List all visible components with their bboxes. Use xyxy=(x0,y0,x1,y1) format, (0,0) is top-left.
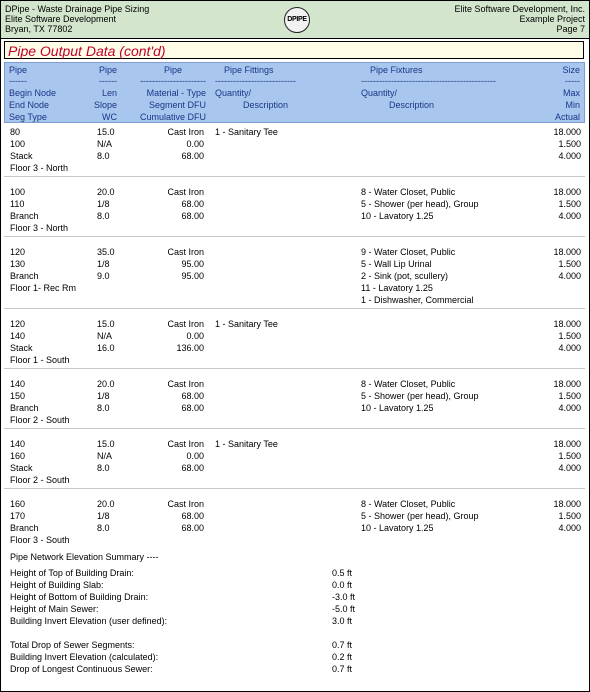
seg-type: Branch xyxy=(10,403,39,413)
summary-label: Height of Top of Building Drain: xyxy=(10,568,134,578)
cumulative-dfu: 68.00 xyxy=(181,403,204,413)
size-actual: 4.000 xyxy=(558,463,581,473)
segment-dfu: 0.00 xyxy=(186,451,204,461)
size-min: 1.500 xyxy=(558,391,581,401)
col-slope: Slope xyxy=(93,100,117,110)
material-type: Cast Iron xyxy=(167,379,204,389)
size-min: 1.500 xyxy=(558,199,581,209)
col-fixtures-description: Description xyxy=(389,100,435,110)
pipe-wc: 8.0 xyxy=(97,403,110,413)
pipe-wc: 9.0 xyxy=(97,271,110,281)
summary-value: 0.7 ft xyxy=(332,640,353,650)
segment-dfu: 0.00 xyxy=(186,139,204,149)
summary-label: Height of Main Sewer: xyxy=(10,604,99,614)
col-segment-dfu: Segment DFU xyxy=(148,100,206,110)
pipe-slope: 1/8 xyxy=(97,511,110,521)
begin-node: 140 xyxy=(10,439,26,449)
pipe-length: 15.0 xyxy=(97,127,115,137)
end-node: 130 xyxy=(10,259,26,269)
col-material-title: Pipe xyxy=(164,65,183,75)
end-node: 170 xyxy=(10,511,26,521)
cumulative-dfu: 68.00 xyxy=(181,523,204,533)
fixture-item: 10 - Lavatory 1.25 xyxy=(361,211,434,221)
segment-dfu: 68.00 xyxy=(181,511,204,521)
pipe-slope: 1/8 xyxy=(97,391,110,401)
summary-value: -3.0 ft xyxy=(332,592,356,602)
floor-label: Floor 2 - South xyxy=(10,415,70,425)
fixture-item: 10 - Lavatory 1.25 xyxy=(361,523,434,533)
col-end-node: End Node xyxy=(9,100,50,110)
fixture-item: 5 - Wall Lip Urinal xyxy=(361,259,432,269)
cumulative-dfu: 68.00 xyxy=(181,211,204,221)
pipe-wc: 8.0 xyxy=(97,523,110,533)
size-max: 18.000 xyxy=(553,187,581,197)
cumulative-dfu: 136.00 xyxy=(176,343,204,353)
size-actual: 4.000 xyxy=(558,151,581,161)
summary-label: Total Drop of Sewer Segments: xyxy=(10,640,135,650)
pipe-length: 15.0 xyxy=(97,439,115,449)
cumulative-dfu: 68.00 xyxy=(181,151,204,161)
col-size-title: Size xyxy=(562,65,580,75)
seg-type: Stack xyxy=(10,151,33,161)
col-fittings-rule: --------------------------- xyxy=(215,76,296,86)
pipe-length: 15.0 xyxy=(97,319,115,329)
col-size-rule: ----- xyxy=(565,76,580,86)
fitting-item: 1 - Sanitary Tee xyxy=(215,319,278,329)
pipe-slope: 1/8 xyxy=(97,199,110,209)
begin-node: 140 xyxy=(10,379,26,389)
size-min: 1.500 xyxy=(558,451,581,461)
material-type: Cast Iron xyxy=(167,499,204,509)
summary-heading: Pipe Network Elevation Summary ---- xyxy=(10,552,159,562)
floor-label: Floor 3 - North xyxy=(10,223,69,233)
pipe-slope: N/A xyxy=(97,331,113,341)
fixture-item: 2 - Sink (pot, scullery) xyxy=(361,271,449,281)
size-max: 18.000 xyxy=(553,499,581,509)
col-fixtures-rule: --------------------------------------------- xyxy=(361,76,496,86)
col-size-max: Max xyxy=(562,88,580,98)
fixture-item: 10 - Lavatory 1.25 xyxy=(361,403,434,413)
summary-label: Building Invert Elevation (calculated): xyxy=(10,652,159,662)
col-wc: WC xyxy=(102,112,117,122)
col-begin-node: Begin Node xyxy=(9,88,57,98)
size-min: 1.500 xyxy=(558,259,581,269)
seg-type: Stack xyxy=(10,463,33,473)
size-min: 1.500 xyxy=(558,139,581,149)
pipe-slope: N/A xyxy=(97,451,113,461)
col-len-title: Pipe xyxy=(98,65,117,75)
size-max: 18.000 xyxy=(553,247,581,257)
floor-label: Floor 1- Rec Rm xyxy=(10,283,77,293)
size-max: 18.000 xyxy=(553,319,581,329)
end-node: 160 xyxy=(10,451,26,461)
material-type: Cast Iron xyxy=(167,187,204,197)
fitting-item: 1 - Sanitary Tee xyxy=(215,127,278,137)
pipe-wc: 8.0 xyxy=(97,151,110,161)
fixture-item: 8 - Water Closet, Public xyxy=(361,187,456,197)
col-cumulative-dfu: Cumulative DFU xyxy=(139,112,206,122)
cumulative-dfu: 95.00 xyxy=(181,271,204,281)
size-actual: 4.000 xyxy=(558,403,581,413)
summary-label: Building Invert Elevation (user defined): xyxy=(10,616,168,626)
end-node: 140 xyxy=(10,331,26,341)
size-actual: 4.000 xyxy=(558,343,581,353)
begin-node: 100 xyxy=(10,187,26,197)
segment-dfu: 68.00 xyxy=(181,391,204,401)
fixture-item: 9 - Water Closet, Public xyxy=(361,247,456,257)
company-city: Bryan, TX 77802 xyxy=(5,24,73,34)
material-type: Cast Iron xyxy=(167,127,204,137)
vendor-name: Elite Software Development, Inc. xyxy=(454,4,585,14)
segment-dfu: 0.00 xyxy=(186,331,204,341)
begin-node: 160 xyxy=(10,499,26,509)
col-fixtures-quantity: Quantity/ xyxy=(361,88,398,98)
fixture-item: 5 - Shower (per head), Group xyxy=(361,511,479,521)
seg-type: Branch xyxy=(10,211,39,221)
material-type: Cast Iron xyxy=(167,439,204,449)
summary-value: 0.5 ft xyxy=(332,568,353,578)
row-separator xyxy=(4,488,585,489)
summary-label: Height of Bottom of Building Drain: xyxy=(10,592,149,602)
material-type: Cast Iron xyxy=(167,247,204,257)
size-actual: 4.000 xyxy=(558,211,581,221)
pipe-slope: 1/8 xyxy=(97,259,110,269)
size-max: 18.000 xyxy=(553,439,581,449)
segment-dfu: 95.00 xyxy=(181,259,204,269)
begin-node: 120 xyxy=(10,319,26,329)
begin-node: 120 xyxy=(10,247,26,257)
col-material: Material - Type xyxy=(146,88,206,98)
pipe-wc: 16.0 xyxy=(97,343,115,353)
pipe-length: 35.0 xyxy=(97,247,115,257)
end-node: 150 xyxy=(10,391,26,401)
floor-label: Floor 2 - South xyxy=(10,475,70,485)
col-pipe-title: Pipe xyxy=(9,65,28,75)
header-right xyxy=(454,4,585,34)
col-size-min: Min xyxy=(565,100,580,110)
material-type: Cast Iron xyxy=(167,319,204,329)
header-left xyxy=(5,4,149,34)
row-separator xyxy=(4,428,585,429)
begin-node: 80 xyxy=(10,127,21,137)
pipe-wc: 8.0 xyxy=(97,463,110,473)
report-header xyxy=(1,1,589,39)
col-fixtures-title: Pipe Fixtures xyxy=(370,65,423,75)
col-fittings-quantity: Quantity/ xyxy=(215,88,252,98)
row-separator xyxy=(4,308,585,309)
summary-label: Height of Building Slab: xyxy=(10,580,104,590)
section-title: Pipe Output Data (cont'd) xyxy=(4,41,584,59)
size-min: 1.500 xyxy=(558,331,581,341)
pipe-length: 20.0 xyxy=(97,187,115,197)
row-separator xyxy=(4,176,585,177)
seg-type: Stack xyxy=(10,343,33,353)
column-header-band xyxy=(4,62,585,123)
summary-value: -5.0 ft xyxy=(332,604,356,614)
col-pipe-rule: ------ xyxy=(9,76,27,86)
summary-value: 0.0 ft xyxy=(332,580,353,590)
summary-value: 0.2 ft xyxy=(332,652,353,662)
end-node: 100 xyxy=(10,139,26,149)
fitting-item: 1 - Sanitary Tee xyxy=(215,439,278,449)
size-max: 18.000 xyxy=(553,379,581,389)
company-name: Elite Software Development xyxy=(5,14,117,24)
size-min: 1.500 xyxy=(558,511,581,521)
row-separator xyxy=(4,368,585,369)
seg-type: Branch xyxy=(10,523,39,533)
col-fittings-title: Pipe Fittings xyxy=(224,65,274,75)
fixture-item: 5 - Shower (per head), Group xyxy=(361,199,479,209)
pipe-slope: N/A xyxy=(97,139,113,149)
pipe-wc: 8.0 xyxy=(97,211,110,221)
floor-label: Floor 3 - North xyxy=(10,163,69,173)
col-fittings-description: Description xyxy=(243,100,289,110)
size-max: 18.000 xyxy=(553,127,581,137)
pipe-length: 20.0 xyxy=(97,499,115,509)
fixture-item: 5 - Shower (per head), Group xyxy=(361,391,479,401)
cumulative-dfu: 68.00 xyxy=(181,463,204,473)
fixture-item: 8 - Water Closet, Public xyxy=(361,499,456,509)
project-name: Example Project xyxy=(519,14,585,24)
pipe-length: 20.0 xyxy=(97,379,115,389)
dpipe-logo-icon: DPIPE xyxy=(284,7,310,33)
size-actual: 4.000 xyxy=(558,271,581,281)
col-len: Len xyxy=(101,88,117,98)
program-title: DPipe - Waste Drainage Pipe Sizing xyxy=(5,4,150,14)
col-len-rule: ------ xyxy=(99,76,117,86)
row-separator xyxy=(4,236,585,237)
summary-value: 0.7 ft xyxy=(332,664,353,674)
page-number: Page 7 xyxy=(556,24,585,34)
segment-dfu: 68.00 xyxy=(181,199,204,209)
size-actual: 4.000 xyxy=(558,523,581,533)
fixture-item: 11 - Lavatory 1.25 xyxy=(361,283,433,293)
floor-label: Floor 3 - South xyxy=(10,535,70,545)
col-material-rule: ---------------------- xyxy=(140,76,206,86)
fixture-item: 8 - Water Closet, Public xyxy=(361,379,456,389)
end-node: 110 xyxy=(10,199,25,209)
summary-label: Drop of Longest Continuous Sewer: xyxy=(10,664,153,674)
summary-value: 3.0 ft xyxy=(332,616,353,626)
fixture-item: 1 - Dishwasher, Commercial xyxy=(361,295,474,305)
floor-label: Floor 1 - South xyxy=(10,355,70,365)
seg-type: Branch xyxy=(10,271,39,281)
col-seg-type: Seg Type xyxy=(9,112,47,122)
col-size-actual: Actual xyxy=(554,112,580,122)
